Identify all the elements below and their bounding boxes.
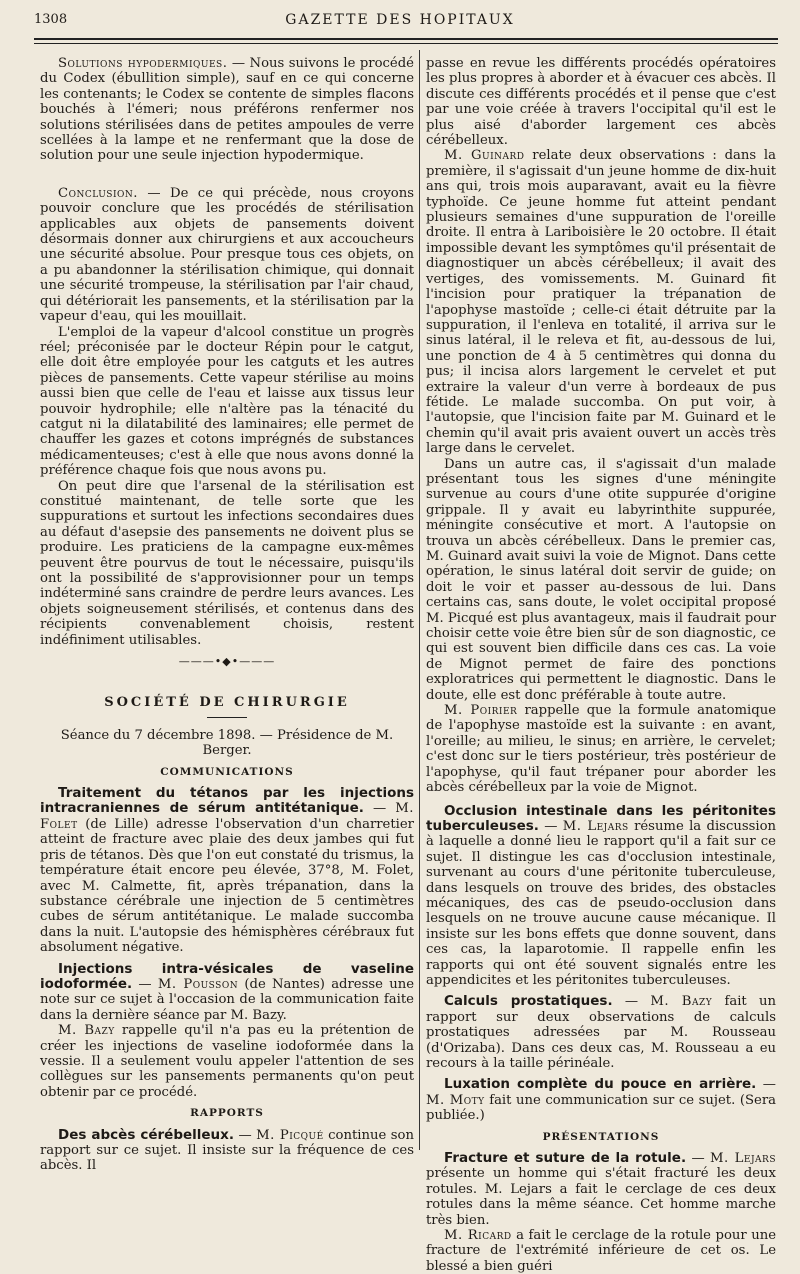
paragraph: On peut dire que l'arsenal de la stérilisation est constitué maintenant, de telle sorte que les suppurations et surtout les infections secondaires dues au défaut d'asepsie des pansements ne doivent plus se produire. Les praticiens de la campagne eux-mêmes peuvent être pourvus de tout le nécessaire, puisqu'ils ont la possibilité de s'approvisionner pour un temps indéterminé sans craindre de perdre leurs avances. Les objets soigneusement stérilisés, et contenus dans des récipients convenablement choisis, restent indéfiniment utilisables. bbox=[40, 478, 414, 648]
subsection-heading: PRÉSENTATIONS bbox=[542, 1130, 660, 1143]
subsection-heading: COMMUNICATIONS bbox=[160, 765, 294, 778]
right-column bbox=[426, 56, 776, 1274]
author-name: M. Moty bbox=[426, 1092, 485, 1108]
author-name: M. Lejars bbox=[710, 1151, 777, 1167]
item-title: Calculs prostatiques. bbox=[444, 993, 613, 1010]
column-divider bbox=[419, 50, 420, 1150]
paragraph-vaseline: Injections intra-vésicales de vaseline iodoformée. — M. Pousson (de Nantes) adresse une note sur ce sujet à l'occasion de la communication faite dans la dernière séance par M. Bazy. bbox=[40, 960, 414, 1023]
paragraph: L'emploi de la vapeur d'alcool constitue un progrès réel; préconisée par le docteur Répin pour le catgut, elle doit être employée pour les catguts et les autres pièces de pansements. Cette vapeur stérilise au moins aussi bien que celle de l'eau et laisse aux tissus leur pouvoir hydrophile; elle n'altère pas la ténacité du catgut ni la dilatabilité des laminaires; elle permet de chauffer les gazes et cotons imprégnés de substances médicamenteuses; c'est à elle que nous avons donné la préférence chaque fois que nous avons pu. bbox=[40, 324, 414, 479]
author-name: M. Bazy bbox=[650, 994, 713, 1010]
item-title: Traitement du tétanos par les injections intracraniennes de sérum antitétanique. bbox=[40, 785, 414, 817]
left-column bbox=[40, 56, 414, 1174]
item-title: Injections intra-vésicales de vaseline iodoformée. bbox=[40, 960, 414, 992]
item-title: Des abcès cérébelleux. bbox=[58, 1126, 234, 1143]
author-name: M. Guinard bbox=[444, 148, 525, 164]
short-rule bbox=[207, 717, 247, 718]
page-number: 1308 bbox=[34, 12, 68, 27]
session-line: Séance du 7 décembre 1898. — Présidence de M. Berger. bbox=[60, 727, 394, 759]
item-title: Luxation complète du pouce en arrière. bbox=[444, 1076, 757, 1093]
run-in-heading: Conclusion. bbox=[58, 185, 138, 201]
author-name: M. Lejars bbox=[562, 818, 629, 834]
subsection-heading: RAPPORTS bbox=[190, 1107, 264, 1120]
paragraph-poirier: M. Poirier rappelle que la formule anatomique de l'apophyse mastoïde est la suivante : en avant, l'oreille; au milieu, le sinus; en arrière, le cervelet; c'est donc sur le tiers postérieur, très postérieur de l'apophyse, qu'il faut trépaner pour aborder les abcès cérébelleux par la voie de Mignot. bbox=[426, 703, 777, 796]
paragraph-luxation: Luxation complète du pouce en arrière. — M. Moty fait une communication sur ce sujet. (Sera publiée.) bbox=[426, 1076, 776, 1124]
header-rule-thick bbox=[34, 38, 778, 40]
author-name: M. Picqué bbox=[256, 1127, 324, 1143]
paragraph-ricard: M. Ricard a fait le cerclage de la rotule pour une fracture de l'extrémité inférieure de cet os. Le blessé a bien guéri bbox=[426, 1228, 777, 1274]
paragraph-bazy: M. Bazy rappelle qu'il n'a pas eu la prétention de créer les injections de vaseline iodoformée dans la vessie. Il a seulement voulu appeler l'attention de ses collègues sur les pansements permanents qu'on peut obtenir par ce procédé. bbox=[40, 1023, 414, 1100]
item-title: Fracture et suture de la rotule. bbox=[444, 1150, 687, 1167]
author-name: M. Ricard bbox=[444, 1228, 512, 1244]
paragraph-occlusion: Occlusion intestinale dans les péritonites tuberculeuses. — M. Lejars résume la discussion à laquelle a donné lieu le rapport qu'il a fait sur ce sujet. Il distingue les cas d'occlusion intestinale, survenant au cours d'une péritonite tuberculeuse, dans lesquels on trouve des brides, des obstacles mécaniques, des cas de pseudo-occlusion dans lesquels on ne trouve aucune cause mécanique. Il insiste sur les bons effets que donne souvent, dans ces cas, la laparotomie. Il rappelle enfin les rapports qui ont été souvent signalés entre les appendicites et les péritonites tuberculeuses. bbox=[426, 802, 777, 988]
section-heading: SOCIÉTÉ DE CHIRURGIE bbox=[104, 695, 350, 711]
run-in-heading: Solutions hypodermiques. bbox=[58, 56, 228, 71]
paragraph: passe en revue les différents procédés opératoires les plus propres à aborder et à évacuer ces abcès. Il discute ces différents procédés et il pense que c'est par une voie créée à travers l'occipital qu'il est le plus aisé d'aborder largement ces abcès cérébelleux. bbox=[426, 56, 776, 149]
paragraph-tetanos: Traitement du tétanos par les injections intracraniennes de sérum antitétanique. — M. Folet (de Lille) adresse l'observation d'un charretier atteint de fracture avec plaie des deux jambes qui fut pris de tétanos. Dès que l'on eut constaté du trismus, la température était encore peu élevée, 37°8, M. Folet, avec M. Calmette, fit, après trépanation, dans la substance cérébrale une injection de 5 centimètres cubes de sérum antitétanique. Le malade succomba dans la nuit. L'autopsie des hémisphères cérébraux fut absolument négative. bbox=[40, 785, 414, 956]
paragraph-conclusion: Conclusion. — De ce qui précède, nous croyons pouvoir conclure que les procédés de stérilisation applicables aux objets de pansements doivent désormais donner aux chirurgiens et aux accoucheurs une sécurité absolue. Pour presque tous ces objets, on a pu abandonner la stérilisation chimique, qui donnait une sécurité trompeuse, la stérilisation par l'air chaud, qui détériorait les pansements, et la stérilisation par la vapeur d'eau, qui les mouillait. bbox=[40, 185, 414, 325]
paragraph-calculs: Calculs prostatiques. — M. Bazy fait un rapport sur deux observations de calculs prostatiques adressées par M. Rousseau (d'Orizaba). Dans ces deux cas, M. Rousseau a eu recours à la taille périnéale. bbox=[426, 993, 776, 1071]
paragraph-guinard: M. Guinard relate deux observations : dans la première, il s'agissait d'un jeune homme de dix-huit ans qui, trois mois auparavant, avait eu la fièvre typhoïde. Ce jeune homme fut atteint pendant plusieurs semaines d'une suppuration de l'oreille droite. Il entra à Lariboisière le 20 octobre. Il était impossible devant les symptômes qu'il présentait de diagnostiquer un abcès cérébelleux; il avait des vertiges, des vomissements. M. Guinard fit l'incision pour pratiquer la trépanation de l'apophyse mastoïde ; celle-ci était détruite par la suppuration, il l'enleva en totalité, il arriva sur le sinus latéral, il le releva et fit, au-dessous de lui, une ponction de 4 à 5 centimètres qui donna du pus; il incisa alors largement le cervelet et put extraire la valeur d'un verre à bordeaux de pus fétide. Le malade succomba. On put voir, à l'autopsie, que l'incision faite par M. Guinard et le chemin qu'il avait pris avaient ouvert un accès très large dans le cervelet. bbox=[426, 148, 776, 457]
paragraph-solutions: Solutions hypodermiques. — Nous suivons le procédé du Codex (ébullition simple), sauf en ce qui concerne les contenants; le Codex se contente de simples flacons bouchés à l'émeri; nous préférons renfermer nos solutions stérilisées dans de petites ampoules de verre scellées à la lampe et ne renfermant que la dose de solution pour une seule injection hypodermique. bbox=[40, 56, 414, 164]
running-title: GAZETTE DES HOPITAUX bbox=[285, 12, 515, 28]
ornament-divider: ———•◆•——— bbox=[178, 655, 276, 669]
paragraph-rotule: Fracture et suture de la rotule. — M. Lejars présente un homme qui s'était fracturé les deux rotules. M. Lejars a fait le cerclage de ces deux rotules dans la même séance. Cet homme marche très bien. bbox=[426, 1150, 777, 1228]
author-name: M. Bazy bbox=[58, 1023, 115, 1039]
author-name: M. Poirier bbox=[444, 703, 518, 719]
page-header bbox=[0, 0, 800, 50]
paragraph-abces: Des abcès cérébelleux. — M. Picqué continue son rapport sur ce sujet. Il insiste sur la fréquence de ces abcès. Il bbox=[40, 1126, 414, 1174]
header-rule-thin bbox=[34, 43, 778, 44]
paragraph: Dans un autre cas, il s'agissait d'un malade présentant tous les signes d'une méningite survenue au cours d'une otite suppurée d'origine grippale. Il y avait eu labyrinthite suppurée, méningite consécutive et mort. A l'autopsie on trouva un abcès cérébelleux. Dans le premier cas, M. Guinard avait suivi la voie de Mignot. Dans cette opération, le sinus latéral doit servir de guide; on doit le voir et passer au-dessous de lui. Dans certains cas, sans doute, le volet occipital proposé M. Picqué est plus avantageux, mais il faudrait pour choisir cette voie être bien sûr de son diagnostic, ce qui est souvent bien difficile dans ces cas. La voie de Mignot permet de faire des ponctions exploratrices qui permettent le diagnostic. Dans le doute, elle est donc préférable à toute autre. bbox=[426, 456, 776, 703]
item-title: Occlusion intestinale dans les péritonites tuberculeuses. bbox=[426, 802, 776, 834]
author-name: M. Pousson bbox=[157, 976, 239, 992]
author-name: M. Folet bbox=[40, 801, 414, 832]
